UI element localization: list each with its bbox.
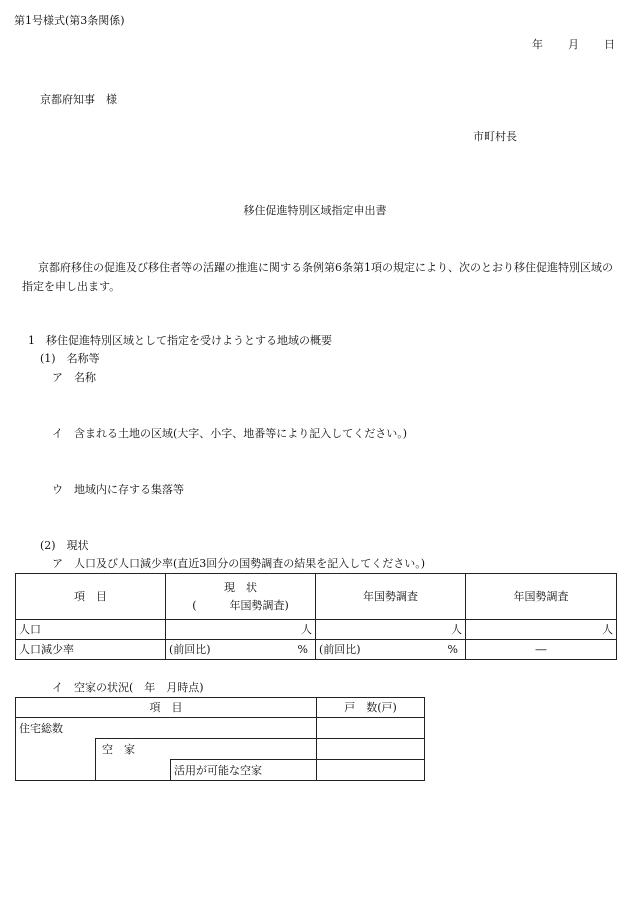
header-current-census: ( 年国勢調査) <box>192 599 289 612</box>
intro-paragraph: 京都府移住の促進及び移住者等の活躍の推進に関する条例第6条第1項の規定により、次のとおり移住促進特別区域の指定を申し出ます。 <box>22 261 613 293</box>
row-total-housing: 住宅総数 <box>16 718 317 739</box>
header-item: 項 目 <box>16 574 166 620</box>
population-census-a[interactable]: 人 <box>316 620 466 640</box>
row-population-label: 人口 <box>16 620 166 640</box>
percent-unit: % <box>447 643 458 656</box>
indent-spacer <box>16 739 96 760</box>
section1-heading: 1 移住促進特別区域として指定を受けようとする地域の概要 <box>28 334 332 347</box>
item-i-land-area: イ 含まれる土地の区域(大字、小字、地番等により記入してください。) <box>52 427 408 440</box>
row-vacant: 空 家 <box>96 739 317 760</box>
population-heading: ア 人口及び人口減少率(直近3回分の国勢調査の結果を記入してください。) <box>52 557 426 570</box>
date-month: 月 <box>568 38 579 51</box>
header-current-label: 現 状 <box>224 581 257 594</box>
population-table <box>15 573 617 660</box>
vacant-header-item: 項 目 <box>16 698 317 718</box>
rate-census-a[interactable] <box>316 640 466 660</box>
item-a-name: ア 名称 <box>52 371 96 384</box>
form-number: 第1号様式(第3条関係) <box>14 14 125 27</box>
rate-census-b: ― <box>466 640 617 660</box>
subsection-name: (1) 名称等 <box>40 352 100 365</box>
population-current[interactable]: 人 <box>166 620 316 640</box>
header-census-a: 年国勢調査 <box>316 574 466 620</box>
document-title: 移住促進特別区域指定申出書 <box>243 204 387 217</box>
count-vacant[interactable] <box>317 739 425 760</box>
item-u-settlements: ウ 地域内に存する集落等 <box>52 483 184 496</box>
vacant-header-count: 戸 数(戸) <box>317 698 425 718</box>
vacant-table <box>15 697 425 781</box>
prev-ratio-label: (前回比) <box>169 643 211 656</box>
table-row <box>16 574 617 620</box>
rate-current[interactable] <box>166 640 316 660</box>
count-usable-vacant[interactable] <box>317 760 425 781</box>
date-year: 年 <box>532 38 543 51</box>
date-day: 日 <box>604 38 615 51</box>
vacant-heading: イ 空家の状況( 年 月時点) <box>52 681 204 694</box>
addressee: 京都府知事 様 <box>40 93 117 106</box>
header-current <box>166 574 316 620</box>
population-census-b[interactable]: 人 <box>466 620 617 640</box>
table-row <box>16 760 425 781</box>
percent-unit: % <box>297 643 308 656</box>
table-row <box>16 739 425 760</box>
indent-spacer <box>96 760 171 781</box>
sender: 市町村長 <box>473 130 517 143</box>
table-row <box>16 718 425 739</box>
subsection-current: (2) 現状 <box>40 539 89 552</box>
table-row <box>16 620 617 640</box>
row-usable-vacant: 活用が可能な空家 <box>171 760 317 781</box>
count-total-housing[interactable] <box>317 718 425 739</box>
header-census-b: 年国勢調査 <box>466 574 617 620</box>
prev-ratio-label: (前回比) <box>319 643 361 656</box>
table-row <box>16 640 617 660</box>
indent-spacer <box>16 760 96 781</box>
row-rate-label: 人口減少率 <box>16 640 166 660</box>
table-row <box>16 698 425 718</box>
